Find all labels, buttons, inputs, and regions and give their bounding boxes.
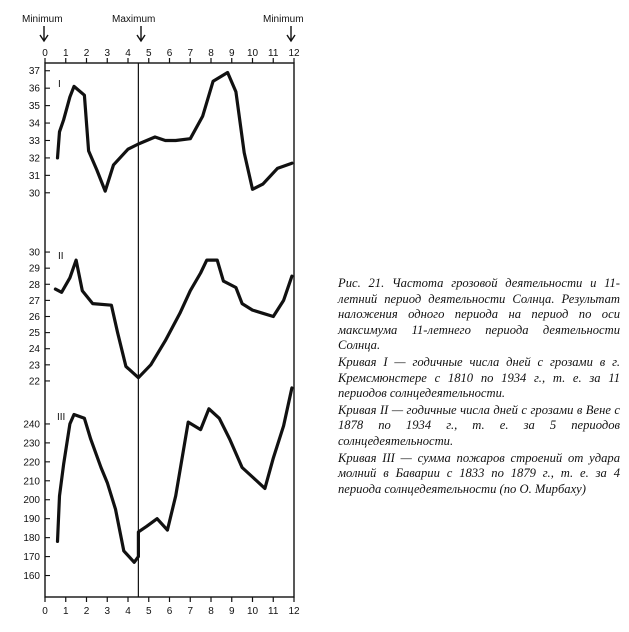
x-ticks-top [42,48,300,63]
x-tick-label-bottom: 2 [83,606,90,617]
x-tick-label-top: 5 [145,48,152,59]
x-tick-label-bottom: 12 [288,606,300,617]
x-tick-label-top: 1 [62,48,69,59]
x-tick-label-bottom: 10 [246,606,259,617]
y-tick-label: 27 [28,295,40,307]
x-tick-label-top: 9 [228,48,235,59]
y-tick-label: 180 [23,533,40,545]
chart-panels [23,66,292,582]
y-tick-label: 30 [28,188,40,200]
y-tick-label: 240 [23,419,40,431]
marker-arrow-max [137,26,145,41]
y-tick-label: 22 [28,376,40,388]
y-tick-label: 190 [23,514,40,526]
x-tick-label-top: 12 [288,48,300,59]
y-tick-label: 220 [23,457,40,469]
figure-caption [338,276,620,498]
y-tick-label: 36 [28,83,40,95]
y-tick-label: 29 [28,263,40,275]
x-tick-label-top: 7 [187,48,194,59]
x-tick-label-top: 2 [83,48,90,59]
caption-title: Рис. 21. Частота грозовой деятельности и 11-летний период деятельности Солнца. Результат наложения одного периода на период по оси максимума 11-летнего периода деятельности Солнца. [338,276,620,353]
y-tick-label: 35 [28,101,40,113]
y-tick-label: 33 [28,135,40,147]
caption-curve-1: Кривая I — годичные числа дней с грозами в г. Кремсмюнстере с 1810 по 1934 г., т. е. за 11 периодов солнцедеятельности. [338,354,620,401]
y-tick-label: 200 [23,495,40,507]
caption-curve-3: Кривая III — сумма пожаров строений от удара молний в Баварии с 1833 по 1879 г., т. е. за 4 периода солнцедеятельности (по О. Мирбаху) [338,450,620,496]
marker-arrow-min-left [40,26,48,41]
x-tick-label-bottom: 3 [104,606,111,617]
panel-1 [29,66,292,199]
marker-label-min-left: Minimum [22,14,63,25]
y-tick-label: 31 [28,170,40,182]
y-tick-label: 28 [28,279,40,291]
x-ticks-bottom [42,597,300,617]
x-tick-label-bottom: 9 [228,606,235,617]
x-tick-label-bottom: 1 [62,606,69,617]
x-tick-label-top: 11 [268,48,279,59]
y-tick-label: 230 [23,438,40,450]
x-tick-label-top: 8 [208,48,214,59]
panel-3 [23,388,292,582]
x-tick-label-bottom: 5 [145,606,152,617]
x-tick-label-bottom: 6 [166,606,173,617]
x-tick-label-top: 4 [125,48,131,59]
marker-arrow-min-right [287,26,295,41]
curve-label: III [57,412,66,423]
y-tick-label: 170 [23,552,40,564]
y-tick-label: 30 [28,247,40,259]
x-tick-label-bottom: 7 [187,606,194,617]
series-line-1 [58,73,292,192]
x-tick-label-bottom: 0 [42,606,48,617]
y-tick-label: 32 [28,153,40,165]
marker-label-min-right: Minimum [263,14,304,25]
y-tick-label: 160 [23,571,40,583]
y-tick-label: 37 [28,66,40,78]
y-tick-label: 24 [28,344,40,356]
y-tick-label: 26 [28,312,40,323]
y-tick-label: 34 [28,118,40,130]
x-tick-label-bottom: 8 [208,606,214,617]
y-tick-label: 25 [28,328,40,340]
x-tick-label-top: 6 [166,48,173,59]
x-tick-label-top: 10 [246,48,259,59]
top-markers [22,14,304,41]
y-tick-label: 23 [28,360,40,372]
panel-2 [29,248,292,388]
y-tick-label: 210 [23,476,40,488]
caption-curve-2: Кривая II — годичные числа дней с грозами в Вене с 1878 по 1934 г., т. е. за 5 периодов солнцедеятельности. [338,402,620,448]
x-tick-label-bottom: 11 [268,606,279,617]
x-tick-label-top: 3 [104,48,111,59]
curve-label: II [58,251,64,262]
series-line-2 [55,260,292,378]
marker-label-max: Maximum [112,14,156,25]
series-line-3 [58,388,292,562]
x-tick-label-bottom: 4 [125,606,131,617]
x-tick-label-top: 0 [42,48,48,59]
curve-label: I [58,79,61,90]
